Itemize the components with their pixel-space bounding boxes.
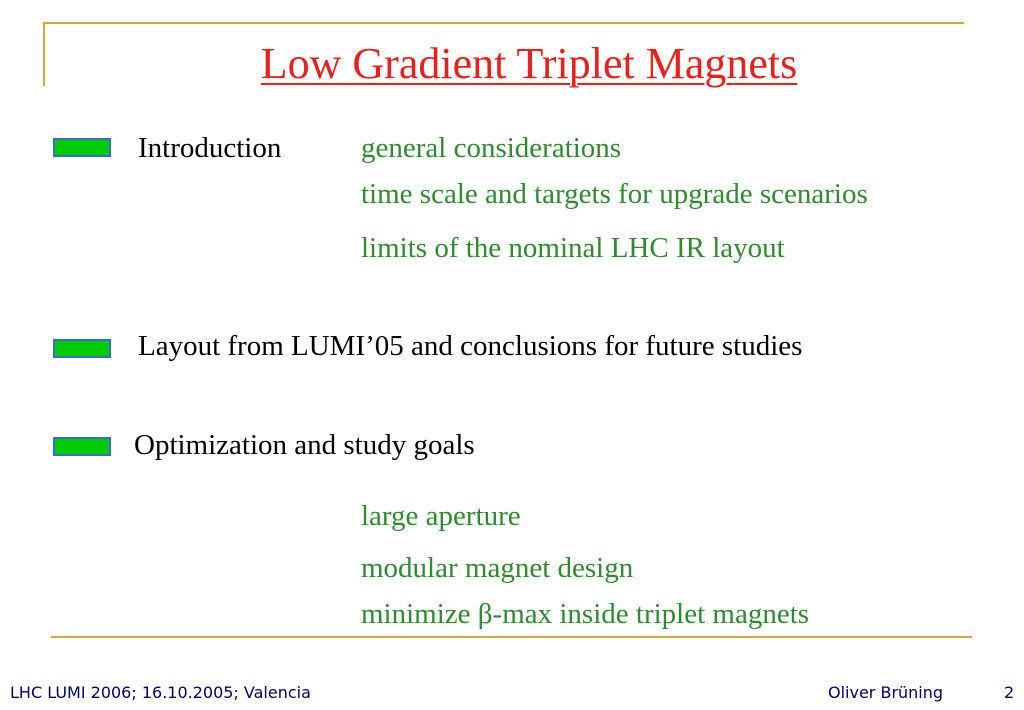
- point-general-considerations: general considerations: [361, 132, 622, 164]
- bullet-marker-optimization: [53, 437, 111, 456]
- footer-event: LHC LUMI 2006; 16.10.2005; Valencia: [10, 683, 311, 702]
- footer-author: Oliver Brüning: [828, 683, 944, 702]
- footer-page-number: 2: [1004, 683, 1015, 702]
- bullet-marker-introduction: [53, 138, 111, 157]
- point-modular-design: modular magnet design: [361, 552, 634, 584]
- bullet-marker-layout: [53, 339, 111, 358]
- footer-rule: [51, 636, 972, 638]
- point-time-scale: time scale and targets for upgrade scenarios: [361, 178, 868, 210]
- section-heading-introduction: Introduction: [138, 132, 282, 164]
- point-limits-nominal-layout: limits of the nominal LHC IR layout: [361, 232, 785, 264]
- point-minimize-beta-max: minimize β-max inside triplet magnets: [361, 598, 810, 630]
- top-rule: [43, 22, 964, 24]
- slide-title: Low Gradient Triplet Magnets: [260, 39, 798, 88]
- point-large-aperture: large aperture: [361, 500, 521, 532]
- section-heading-optimization: Optimization and study goals: [134, 429, 475, 461]
- section-heading-layout: Layout from LUMI’05 and conclusions for future studies: [138, 330, 803, 362]
